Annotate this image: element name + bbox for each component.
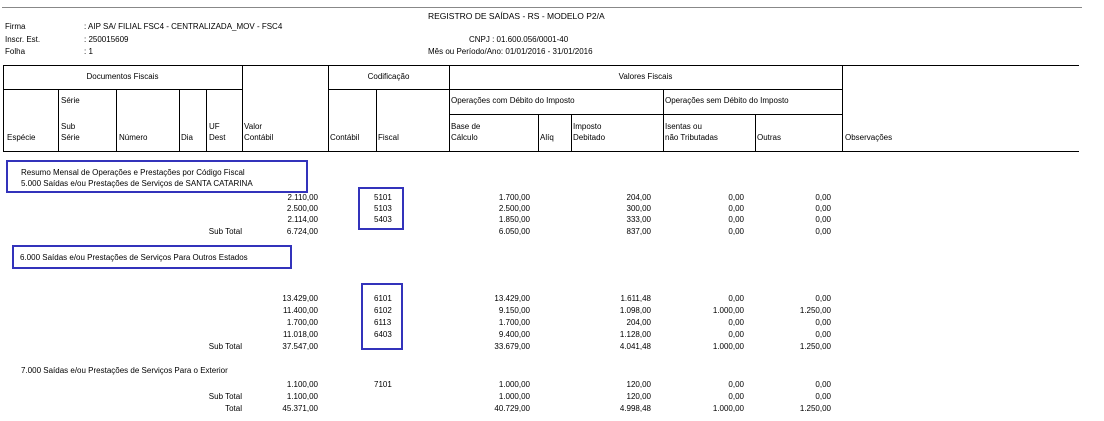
section-title: Resumo Mensal de Operações e Prestações por Código Fiscal xyxy=(21,168,245,177)
cell-base: 1.700,00 xyxy=(498,318,530,327)
cell-base: 6.050,00 xyxy=(498,227,530,236)
firma-label: Firma xyxy=(5,22,26,31)
subtotal-label: Sub Total xyxy=(208,392,242,401)
cell-isentas: 0,00 xyxy=(728,204,744,213)
cell-imposto: 120,00 xyxy=(626,392,651,401)
grid-line xyxy=(755,114,756,151)
cell-base: 1.000,00 xyxy=(498,392,530,401)
cell-valor: 11.400,00 xyxy=(283,306,318,315)
section-title: 7.000 Saídas e/ou Prestações de Serviços Para o Exterior xyxy=(21,366,228,375)
col-valor-2: Contábil xyxy=(244,133,274,142)
cell-base: 2.500,00 xyxy=(498,204,530,213)
grid-line xyxy=(538,114,539,151)
subtotal-label: Sub Total xyxy=(208,342,242,351)
cell-imposto: 120,00 xyxy=(626,380,651,389)
cell-valor: 2.114,00 xyxy=(287,215,318,224)
cell-imposto: 4.041,48 xyxy=(619,342,651,351)
cell-isentas: 1.000,00 xyxy=(712,306,744,315)
cell-cfop: 5101 xyxy=(374,193,392,202)
col-contabil: Contábil xyxy=(330,133,360,142)
cell-isentas: 1.000,00 xyxy=(712,404,744,413)
cell-outras: 1.250,00 xyxy=(799,404,831,413)
cell-imposto: 1.611,48 xyxy=(620,294,651,303)
cell-valor: 1.100,00 xyxy=(286,380,318,389)
firma-value: : AIP SA/ FILIAL FSC4 - CENTRALIZADA_MOV - FSC4 xyxy=(84,22,283,31)
cell-outras: 0,00 xyxy=(815,318,831,327)
col-base-2: Cálculo xyxy=(451,133,478,142)
cell-base: 33.679,00 xyxy=(494,342,530,351)
cell-outras: 0,00 xyxy=(815,330,831,339)
top-rule xyxy=(2,7,1082,8)
cell-cfop: 5103 xyxy=(374,204,392,213)
grid-line xyxy=(116,89,117,151)
cell-cfop: 6101 xyxy=(374,294,392,303)
subtotal-label: Sub Total xyxy=(208,227,242,236)
cell-isentas: 0,00 xyxy=(728,294,744,303)
cell-outras: 0,00 xyxy=(815,392,831,401)
cell-outras: 0,00 xyxy=(815,227,831,236)
col-op-sem-debito: Operações sem Débito do Imposto xyxy=(665,96,789,105)
grid-line xyxy=(663,89,664,151)
folha-value: : 1 xyxy=(84,47,93,56)
grid-line xyxy=(242,65,243,151)
cell-valor: 6.724,00 xyxy=(286,227,318,236)
cell-imposto: 837,00 xyxy=(626,227,651,236)
grid-line xyxy=(449,114,842,115)
cell-imposto: 204,00 xyxy=(626,318,651,327)
grid-line xyxy=(58,89,59,151)
col-especie: Espécie xyxy=(7,133,36,142)
cell-valor: 1.700,00 xyxy=(286,318,318,327)
inscr-label: Inscr. Est. xyxy=(5,35,41,44)
folha-label: Folha xyxy=(5,47,26,56)
cell-cfop: 6113 xyxy=(374,318,392,327)
cell-base: 1.000,00 xyxy=(498,380,530,389)
col-isentas-1: Isentas ou xyxy=(665,122,702,131)
col-dia: Dia xyxy=(181,133,194,142)
cell-isentas: 0,00 xyxy=(728,392,744,401)
col-group-documentos: Documentos Fiscais xyxy=(86,72,159,81)
cell-imposto: 300,00 xyxy=(626,204,651,213)
col-base-1: Base de xyxy=(451,122,481,131)
cell-outras: 0,00 xyxy=(815,204,831,213)
section-title: 5.000 Saídas e/ou Prestações de Serviços de SANTA CATARINA xyxy=(21,179,253,188)
cell-imposto: 1.128,00 xyxy=(619,330,651,339)
grid-line xyxy=(571,114,572,151)
cell-isentas: 0,00 xyxy=(728,193,744,202)
cell-isentas: 0,00 xyxy=(728,318,744,327)
col-uf-2: Dest xyxy=(209,133,226,142)
col-imposto-2: Debitado xyxy=(573,133,606,142)
grid-line xyxy=(842,65,843,151)
cell-cfop: 6102 xyxy=(374,306,392,315)
cell-outras: 0,00 xyxy=(815,294,831,303)
col-observacoes: Observações xyxy=(845,133,893,142)
cell-base: 1.700,00 xyxy=(498,193,530,202)
periodo: Mês ou Período/Ano: 01/01/2016 - 31/01/2016 xyxy=(428,47,593,56)
col-outras: Outras xyxy=(757,133,782,142)
col-imposto-1: Imposto xyxy=(573,122,602,131)
cell-cfop: 5403 xyxy=(374,215,392,224)
col-op-debito: Operações com Débito do Imposto xyxy=(451,96,575,105)
inscr-value: : 250015609 xyxy=(84,35,129,44)
grid-line xyxy=(328,89,842,90)
cell-valor: 1.100,00 xyxy=(286,392,318,401)
grid-line xyxy=(3,65,1079,66)
cell-outras: 0,00 xyxy=(815,215,831,224)
cell-cfop: 6403 xyxy=(374,330,392,339)
cell-base: 13.429,00 xyxy=(494,294,530,303)
cell-base: 9.150,00 xyxy=(498,306,530,315)
col-valor-1: Valor xyxy=(244,122,263,131)
cell-outras: 0,00 xyxy=(815,193,831,202)
cnpj: CNPJ : 01.600.056/0001-40 xyxy=(469,35,569,44)
cell-valor: 45.371,00 xyxy=(282,404,318,413)
col-group-codificacao: Codificação xyxy=(367,72,410,81)
cell-imposto: 1.098,00 xyxy=(619,306,651,315)
col-isentas-2: não Tributadas xyxy=(665,133,718,142)
cell-valor: 2.110,00 xyxy=(287,193,318,202)
cell-outras: 1.250,00 xyxy=(799,306,831,315)
col-uf-1: UF xyxy=(209,122,220,131)
cell-imposto: 333,00 xyxy=(626,215,651,224)
col-group-valores: Valores Fiscais xyxy=(618,72,673,81)
total-label: Total xyxy=(225,404,242,413)
cell-outras: 0,00 xyxy=(815,380,831,389)
report-title: REGISTRO DE SAÍDAS - RS - MODELO P2/A xyxy=(428,11,605,21)
cell-isentas: 0,00 xyxy=(728,380,744,389)
cell-isentas: 0,00 xyxy=(728,330,744,339)
cell-isentas: 0,00 xyxy=(728,215,744,224)
cell-base: 1.850,00 xyxy=(498,215,530,224)
cell-imposto: 204,00 xyxy=(626,193,651,202)
col-subserie-2: Série xyxy=(61,133,80,142)
grid-line xyxy=(3,151,1079,152)
cell-valor: 13.429,00 xyxy=(282,294,318,303)
cell-cfop: 7101 xyxy=(374,380,392,389)
col-numero: Número xyxy=(119,133,148,142)
grid-line xyxy=(376,89,377,151)
cell-isentas: 0,00 xyxy=(728,227,744,236)
grid-line xyxy=(206,89,207,151)
grid-line xyxy=(179,89,180,151)
cell-outras: 1.250,00 xyxy=(799,342,831,351)
col-fiscal: Fiscal xyxy=(378,133,399,142)
cell-base: 40.729,00 xyxy=(494,404,530,413)
cell-valor: 11.018,00 xyxy=(283,330,318,339)
col-serie: Série xyxy=(61,96,80,105)
cell-base: 9.400,00 xyxy=(498,330,530,339)
cell-valor: 2.500,00 xyxy=(286,204,318,213)
cell-imposto: 4.998,48 xyxy=(619,404,651,413)
col-subserie-1: Sub xyxy=(61,122,76,131)
cell-isentas: 1.000,00 xyxy=(712,342,744,351)
cell-valor: 37.547,00 xyxy=(282,342,318,351)
col-aliq: Alíq xyxy=(540,133,554,142)
section-title: 6.000 Saídas e/ou Prestações de Serviços Para Outros Estados xyxy=(20,253,248,262)
